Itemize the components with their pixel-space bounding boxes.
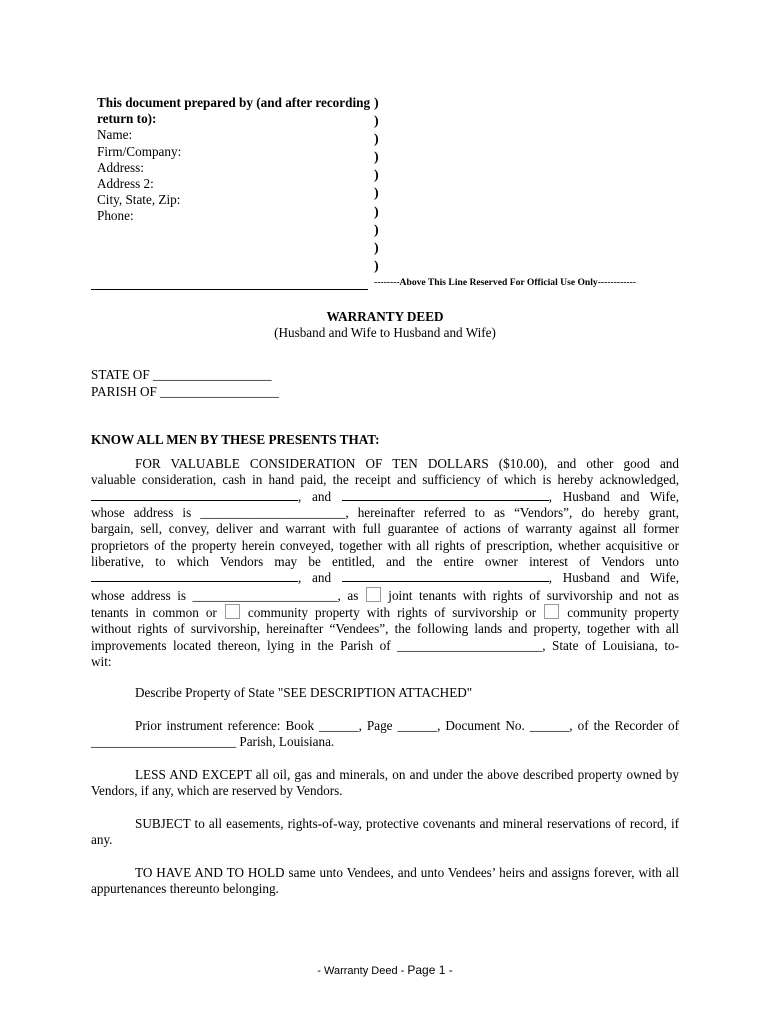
body-line: liberative, to which Vendors may be entitled, and the entire owner interest of Vendors unto [91, 554, 679, 570]
joint-tenants-checkbox[interactable] [366, 587, 381, 602]
document-title: WARRANTY DEED [326, 309, 444, 324]
vendor-2-blank[interactable] [342, 489, 549, 501]
vendee-1-blank[interactable] [91, 570, 298, 582]
community-with-survivorship-checkbox[interactable] [225, 604, 240, 619]
preparer-field-address2: Address 2: [97, 176, 154, 192]
body-line: bargain, sell, convey, deliver and warrant with full guarantee of actions of warranty against all former [91, 521, 679, 537]
preparer-block [97, 95, 372, 225]
reserved-note: --------Above This Line Reserved For Official Use Only------------ [374, 277, 637, 288]
page-number: Page 1 - [407, 963, 453, 977]
conveyance-paragraph [91, 456, 679, 670]
body-line: without rights of survivorship, hereinafter “Vendees”, the following lands and property, together with all [91, 621, 679, 637]
preparer-divider-line [91, 289, 368, 290]
less-and-except-paragraph: LESS AND EXCEPT all oil, gas and minerals, on and under the above described property owned by Vendors, if any, which are reserved by Vendors. [91, 767, 679, 799]
prior-instrument-paragraph: Prior instrument reference: Book ______, Page ______, Document No. ______, of the Recorder of ______________________ Parish, Louisiana. [91, 718, 679, 750]
footer-label: - Warranty Deed - [317, 965, 408, 977]
body-line: FOR VALUABLE CONSIDERATION OF TEN DOLLARS ($10.00), and other good and [135, 456, 679, 471]
state-line: STATE OF __________________ [91, 367, 272, 382]
property-description: Describe Property of State "SEE DESCRIPTION ATTACHED" [135, 685, 473, 700]
preparer-field-address: Address: [97, 159, 144, 175]
tenancy-line-1: whose address is ______________________, as joint tenants with rights of survivorship and not as [91, 587, 679, 603]
vendor-1-blank[interactable] [91, 489, 298, 501]
preparer-field-name: Name: [97, 127, 133, 143]
vendee-2-blank[interactable] [342, 570, 549, 582]
preparer-heading: This document prepared by (and after recording return to): [97, 95, 371, 127]
preparer-field-firm: Firm/Company: [97, 143, 182, 159]
body-line: improvements located thereon, lying in the Parish of ______________________, State of Louisiana, to- [91, 637, 679, 653]
venue-block [91, 366, 279, 400]
body-line: proprietors of the property herein conveyed, together with all rights of prescription, whether acquisitive or [91, 537, 679, 553]
subject-to-paragraph: SUBJECT to all easements, rights-of-way, protective covenants and mineral reservations of record, if any. [91, 816, 679, 848]
body-line: whose address is ______________________, hereinafter referred to as “Vendors”, do hereby grant, [91, 505, 679, 521]
know-all-heading: KNOW ALL MEN BY THESE PRESENTS THAT: [91, 432, 380, 447]
preparer-field-phone: Phone: [97, 208, 134, 224]
page-footer [0, 963, 770, 977]
habendum-paragraph: TO HAVE AND TO HOLD same unto Vendees, and unto Vendees’ heirs and assigns forever, with all appurtenances thereunto belonging. [91, 865, 679, 897]
preparer-field-city-state-zip: City, State, Zip: [97, 192, 181, 208]
bracket-column: ) ) ) ) ) ) ) ) ) ) [374, 96, 379, 274]
community-without-survivorship-checkbox[interactable] [544, 604, 559, 619]
body-line: valuable consideration, cash in hand paid, the receipt and sufficiency of which is hereby acknowledged, [91, 472, 679, 488]
vendor-names-line: , and , Husband and Wife, [91, 489, 679, 505]
parish-line: PARISH OF __________________ [91, 384, 279, 399]
document-subtitle: (Husband and Wife to Husband and Wife) [274, 325, 496, 340]
tenancy-line-2: tenants in common or community property with rights of survivorship or community property [91, 605, 680, 621]
body-line: wit: [91, 654, 112, 670]
vendee-names-line: , and , Husband and Wife, [91, 570, 679, 586]
